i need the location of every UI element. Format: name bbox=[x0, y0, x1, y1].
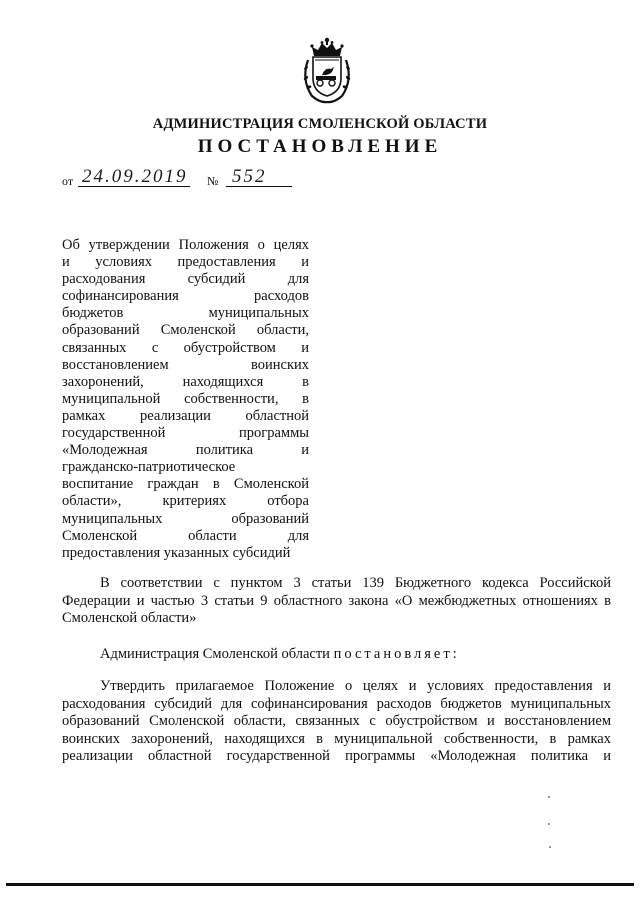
number-value: 552 bbox=[232, 166, 267, 187]
paragraph-line bbox=[62, 646, 611, 664]
subject-line: захоронений, находящихся в bbox=[62, 373, 309, 390]
paragraph-line: Утвердить прилагаемое Положение о целях и условиях предоставления и bbox=[100, 678, 611, 694]
preamble-paragraph bbox=[62, 575, 611, 628]
subject-line: и условиях предоставления и bbox=[62, 254, 309, 271]
subject-line: связанных с обустройством и bbox=[62, 339, 309, 356]
subject-line: образований Смоленской области, bbox=[62, 322, 309, 339]
organization-name: АДМИНИСТРАЦИЯ СМОЛЕНСКОЙ ОБЛАСТИ bbox=[152, 116, 488, 132]
subject-line: бюджетов муниципальных bbox=[62, 305, 309, 322]
document-subject bbox=[62, 237, 309, 562]
subject-line: предоставления указанных субсидий bbox=[62, 544, 291, 561]
subject-line: Смоленской области для bbox=[62, 527, 309, 544]
resolution-paragraph bbox=[62, 646, 611, 664]
approval-paragraph bbox=[62, 678, 611, 766]
subject-line: муниципальных образований bbox=[62, 510, 309, 527]
scan-speck bbox=[549, 846, 551, 848]
scan-speck bbox=[548, 823, 550, 825]
subject-line: «Молодежная политика и bbox=[62, 442, 309, 459]
resolution-prefix: Администрация Смоленской области bbox=[100, 646, 330, 662]
subject-line: гражданско-патриотическое bbox=[62, 459, 236, 476]
date-value: 24.09.2019 bbox=[82, 166, 188, 187]
document-type: ПОСТАНОВЛЕНИЕ bbox=[197, 136, 443, 157]
subject-line: рамках реализации областной bbox=[62, 407, 309, 424]
resolution-verb: постановляет: bbox=[333, 646, 460, 662]
paragraph-line: расходования субсидий для софинансирования расходов бюджетов муниципальных bbox=[62, 695, 611, 712]
date-prefix: от bbox=[62, 174, 74, 188]
paragraph-line: Федерации и частью 3 статьи 9 областного закона «О межбюджетных отношениях в bbox=[62, 592, 611, 609]
subject-line: муниципальной собственности, в bbox=[62, 390, 309, 407]
paragraph-line: образований Смоленской области, связанных с обустройством и восстановлением bbox=[62, 713, 611, 729]
number-prefix: № bbox=[207, 174, 219, 188]
paragraph-line: В соответствии с пунктом 3 статьи 139 Бюджетного кодекса Российской bbox=[100, 575, 611, 591]
subject-line: расходования субсидий для bbox=[62, 271, 309, 288]
subject-line: воспитание граждан в Смоленской bbox=[62, 476, 309, 493]
subject-line: софинансирования расходов bbox=[62, 288, 309, 305]
subject-line: Об утверждении Положения о целях bbox=[62, 237, 309, 253]
coat-of-arms-emblem bbox=[298, 36, 356, 106]
paragraph-line: реализации областной государственной программы «Молодежная политика и bbox=[62, 748, 611, 764]
date-number-line bbox=[62, 168, 362, 188]
paragraph-line: воинских захоронений, находящихся в муниципальной собственности, в рамках bbox=[62, 730, 611, 747]
subject-line: области», критериях отбора bbox=[62, 493, 309, 510]
paragraph-line: Смоленской области» bbox=[62, 610, 197, 626]
subject-line: государственной программы bbox=[62, 425, 309, 442]
scan-speck bbox=[548, 796, 550, 798]
subject-line: восстановлением воинских bbox=[62, 356, 309, 373]
page-bottom-rule bbox=[6, 883, 634, 886]
